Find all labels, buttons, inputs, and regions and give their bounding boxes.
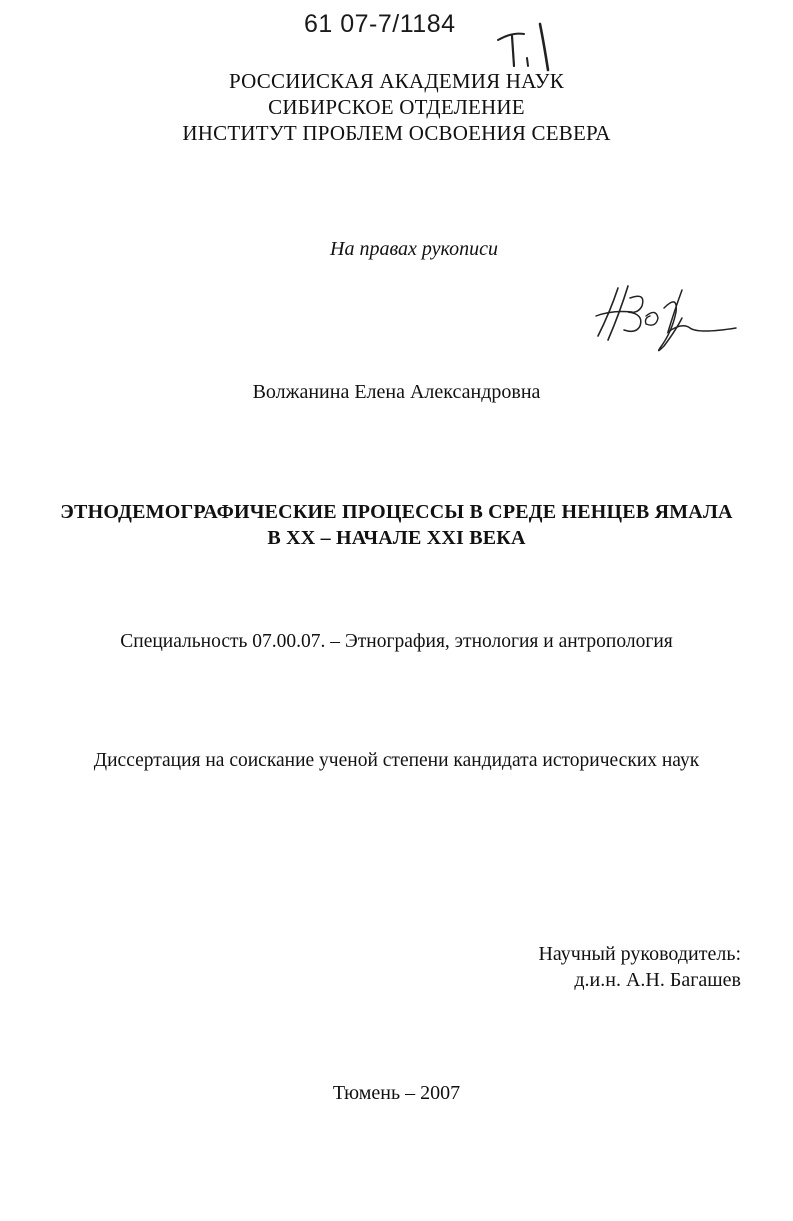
organization-line: РОССИИСКАЯ АКАДЕМИЯ НАУК	[229, 69, 564, 93]
signature-icon	[586, 282, 746, 362]
dissertation-degree-line: Диссертация на соискание ученой степени кандидата исторических наук	[93, 750, 700, 771]
advisor-name: д.и.н. А.Н. Багашев	[574, 969, 741, 991]
title-line: В XX – НАЧАЛЕ XXI ВЕКА	[267, 527, 526, 549]
specialty-line: Специальность 07.00.07. – Этнография, этнология и антропология	[120, 631, 673, 652]
organization-block	[0, 68, 793, 146]
manuscript-note: На правах рукописи	[330, 238, 498, 260]
library-stamp-code: 61 07-7/1184	[304, 10, 456, 38]
author-name: Волжанина Елена Александровна	[252, 381, 541, 403]
organization-line: СИБИРСКОЕ ОТДЕЛЕНИЕ	[268, 95, 525, 119]
title-line: ЭТНОДЕМОГРАФИЧЕСКИЕ ПРОЦЕССЫ В СРЕДЕ НЕНЦЕВ ЯМАЛА	[60, 501, 733, 523]
city-year: Тюмень – 2007	[332, 1082, 461, 1104]
advisor-label: Научный руководитель:	[538, 943, 741, 965]
dissertation-title	[0, 499, 793, 551]
organization-line: ИНСТИТУТ ПРОБЛЕМ ОСВОЕНИЯ СЕВЕРА	[182, 121, 611, 145]
scientific-advisor	[538, 941, 741, 993]
